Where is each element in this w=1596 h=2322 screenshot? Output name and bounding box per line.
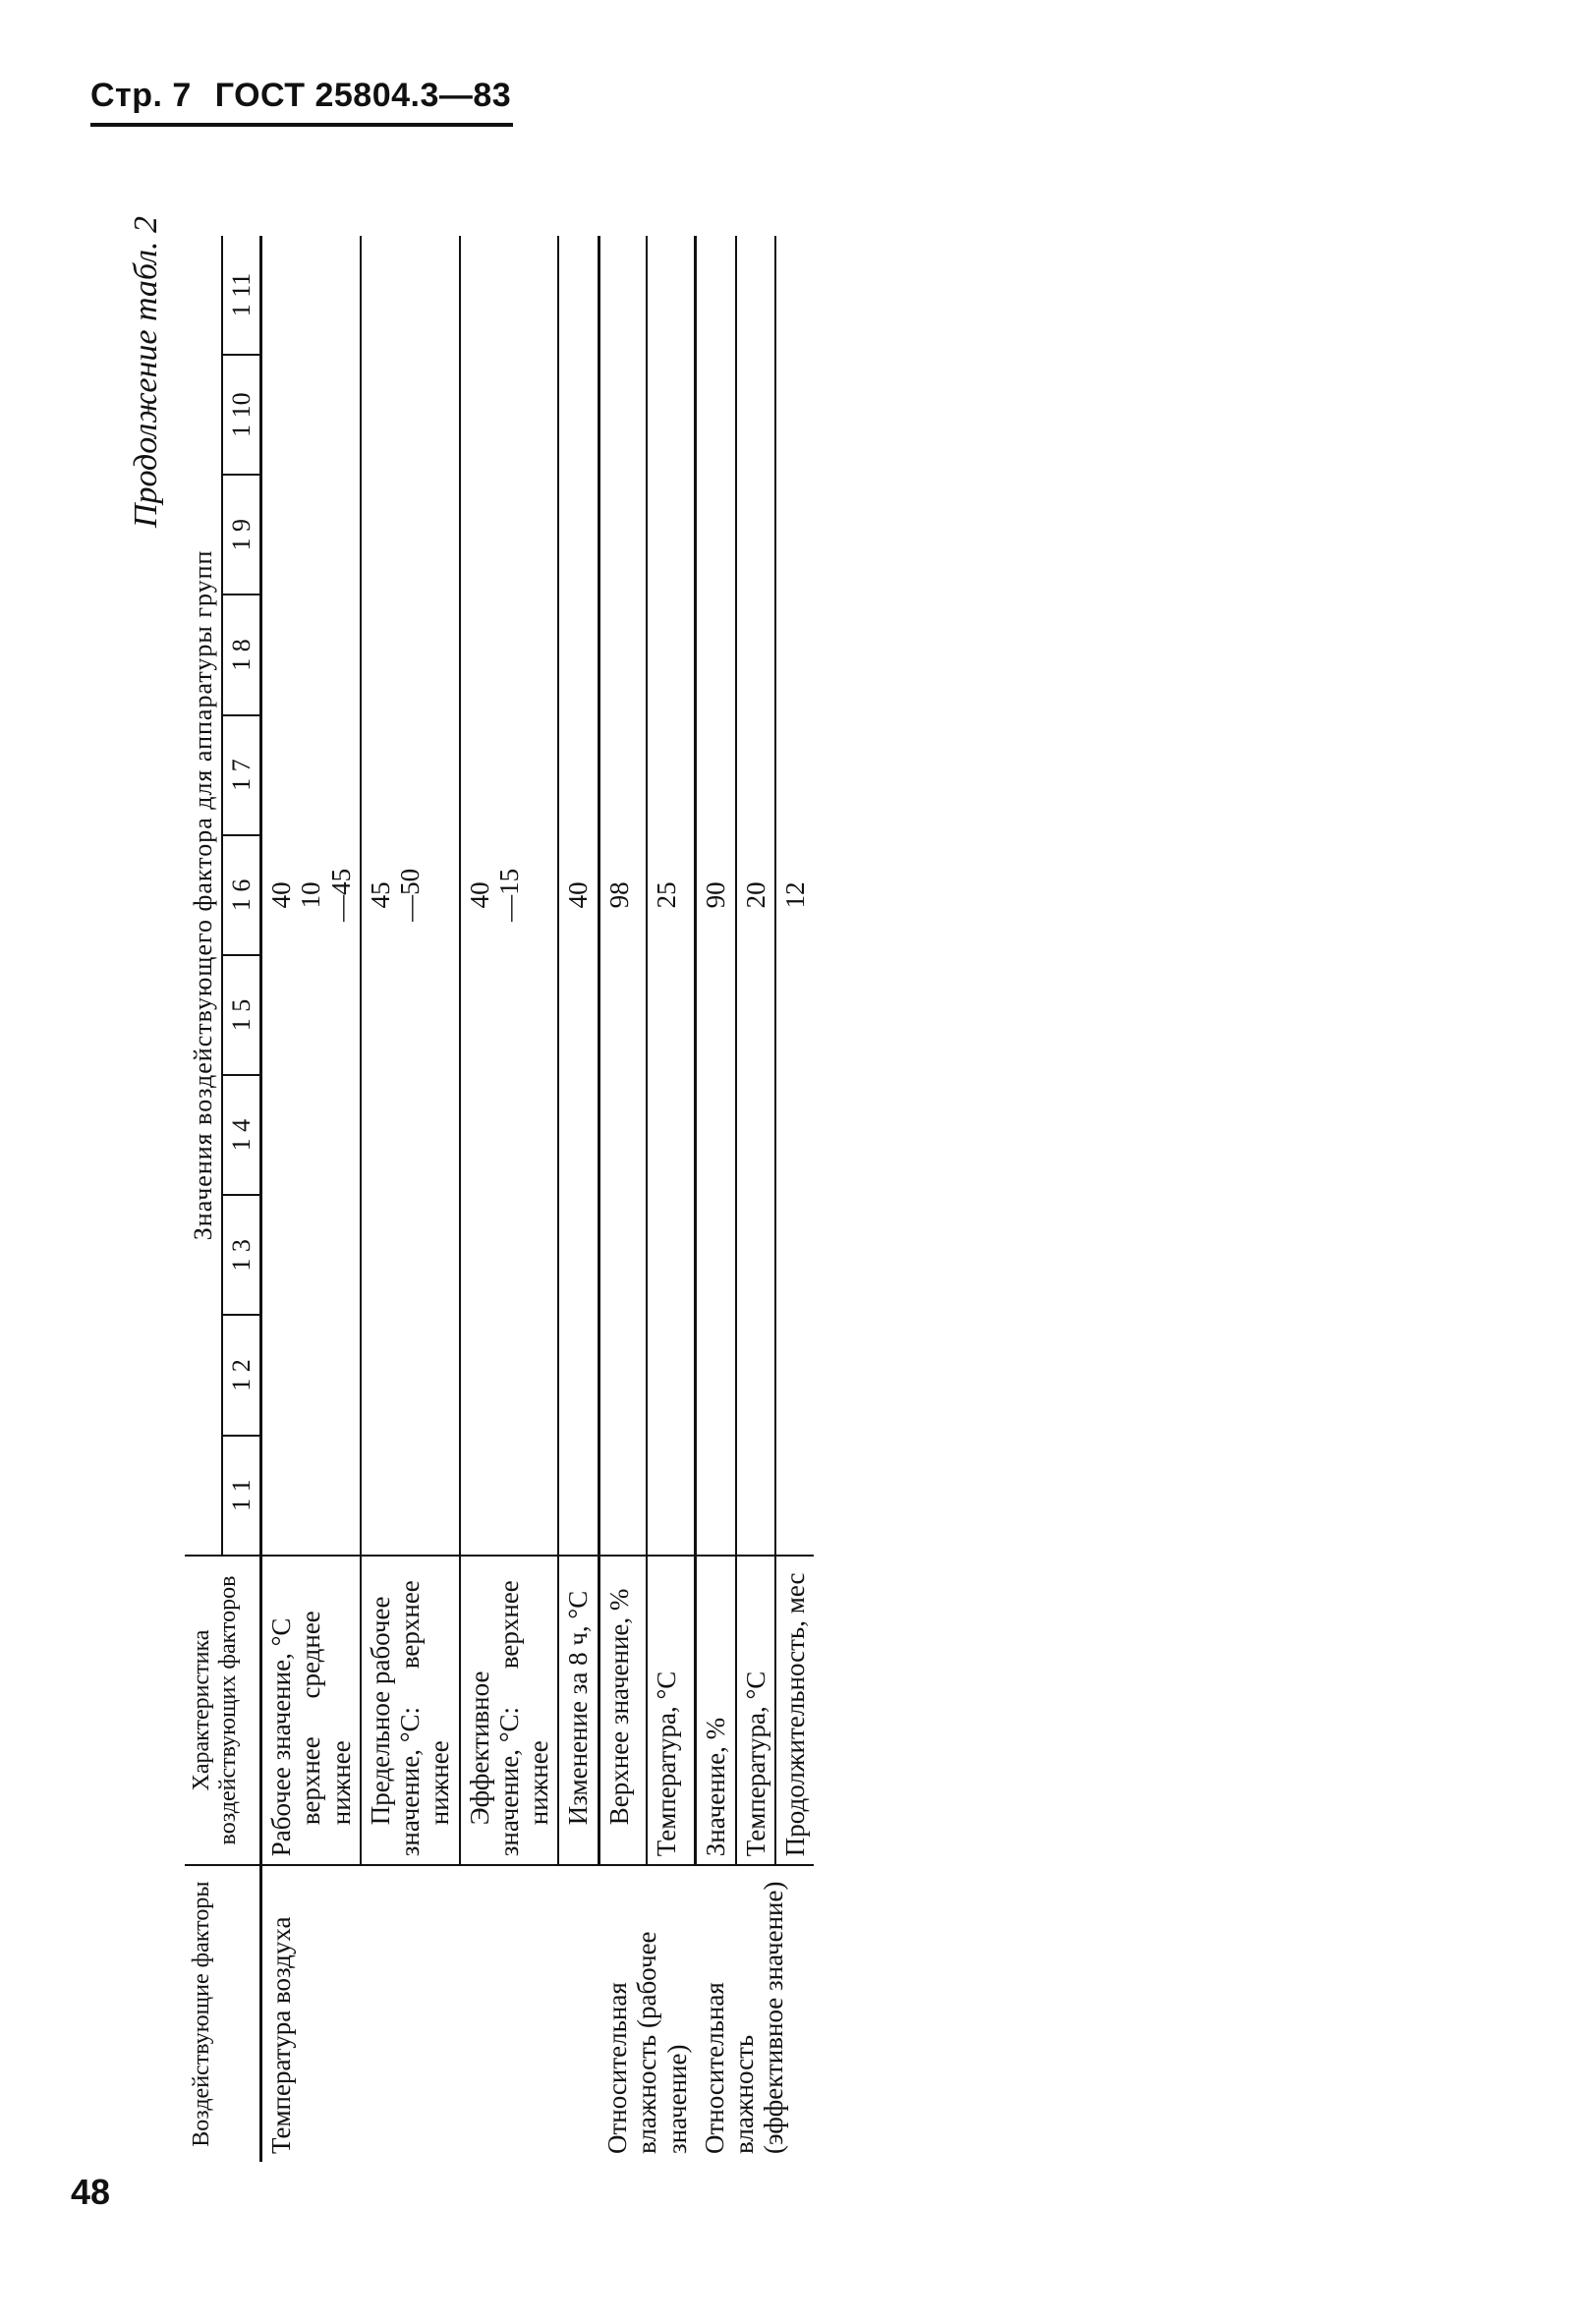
page-label: Стр. 7: [90, 77, 192, 114]
value-stack: [366, 244, 425, 1547]
factor-cell: [696, 1865, 814, 2162]
characteristic-text: среднее: [296, 1611, 326, 1699]
characteristic-text: Температура, °С: [652, 1671, 682, 1857]
characteristic-text: нижнее: [524, 1740, 554, 1826]
value-cell: 98: [598, 236, 647, 1556]
value-text: —50: [395, 868, 426, 922]
factor-cell: [261, 1865, 598, 2162]
value-text: —45: [325, 868, 356, 922]
characteristic-cell: [558, 1556, 598, 1865]
value-cell: [261, 236, 361, 1556]
characteristic-cell: [696, 1556, 736, 1865]
factor-name: Температура воздуха: [266, 1916, 297, 2154]
value-cell: 12: [779, 881, 810, 909]
characteristic-text: Верхнее значение, %: [603, 1588, 634, 1826]
rotated-table-region: [128, 187, 1523, 2162]
characteristic-cell: [775, 1556, 814, 1865]
value-cell: 20: [736, 236, 775, 1556]
value-cell: 40: [558, 236, 598, 1556]
group-col: 1 5: [222, 955, 261, 1075]
characteristic-text: Предельное рабочее значение, °С:: [365, 1596, 426, 1857]
group-col: 1 9: [222, 475, 261, 595]
header-factors: Воздействующие факторы: [185, 1865, 261, 2162]
characteristic-text: верхнее: [493, 1580, 524, 1670]
group-col: 1 2: [222, 1315, 261, 1435]
value-text: 45: [365, 881, 395, 909]
value-text: —15: [493, 868, 524, 922]
characteristic-text: Продолжительность, мес: [779, 1572, 810, 1857]
group-col: 1 7: [222, 715, 261, 835]
factor-cell: [598, 1865, 696, 2162]
table-2-continuation: [185, 236, 814, 2162]
table-row: [598, 236, 647, 2162]
page-header: [90, 77, 513, 127]
value-text: 40: [266, 881, 297, 909]
group-col: 1 6: [222, 835, 261, 955]
table-caption: Продолжение табл. 2: [128, 216, 164, 529]
characteristic-cell: [598, 1556, 647, 1865]
header-values-span: Значения воздействующего фактора для аппаратуры групп: [185, 236, 222, 1556]
characteristic-cell: [460, 1556, 559, 1865]
characteristic-text: верхнее: [296, 1736, 326, 1826]
group-col: 1 10: [222, 355, 261, 475]
value-text: 40: [464, 881, 494, 909]
characteristic-text: Эффективное значение, °С:: [464, 1671, 524, 1857]
table-row: [261, 236, 361, 2162]
table-row: [696, 236, 736, 2162]
standard-label: ГОСТ 25804.3—83: [214, 77, 512, 114]
value-stack: [465, 244, 524, 1547]
value-cell: 25: [647, 236, 695, 1556]
group-col: 1 3: [222, 1195, 261, 1315]
factor-name: Относительная влажность (рабочее значение): [602, 1931, 692, 2154]
value-cell: [361, 236, 460, 1556]
characteristic-text: Рабочее значение, °С: [266, 1617, 297, 1857]
characteristic-text: верхнее: [395, 1580, 426, 1670]
characteristic-cell: [261, 1556, 361, 1865]
group-col: 1 1: [222, 1436, 261, 1556]
value-stack: [266, 244, 356, 1547]
characteristic-cell: [647, 1556, 695, 1865]
group-col: 1 11: [222, 236, 261, 355]
header-characteristic: Характеристика воздействующих факторов: [185, 1556, 261, 1865]
value-cell: [460, 236, 559, 1556]
characteristic-cell: [361, 1556, 460, 1865]
characteristic-text: Температура, °С: [740, 1671, 770, 1857]
characteristic-text: нижнее: [325, 1740, 356, 1826]
value-text: 10: [296, 881, 326, 909]
factor-name: Относительная влажность (эффективное значение): [699, 1881, 789, 2154]
characteristic-text: Изменение за 8 ч, °С: [563, 1590, 594, 1826]
group-col: 1 8: [222, 595, 261, 714]
characteristic-text: Значение, %: [701, 1717, 731, 1857]
page-number: 48: [71, 2172, 111, 2212]
characteristic-cell: [736, 1556, 775, 1865]
characteristic-text: нижнее: [425, 1740, 455, 1826]
value-cell: 90: [696, 236, 736, 1556]
group-col: 1 4: [222, 1075, 261, 1195]
